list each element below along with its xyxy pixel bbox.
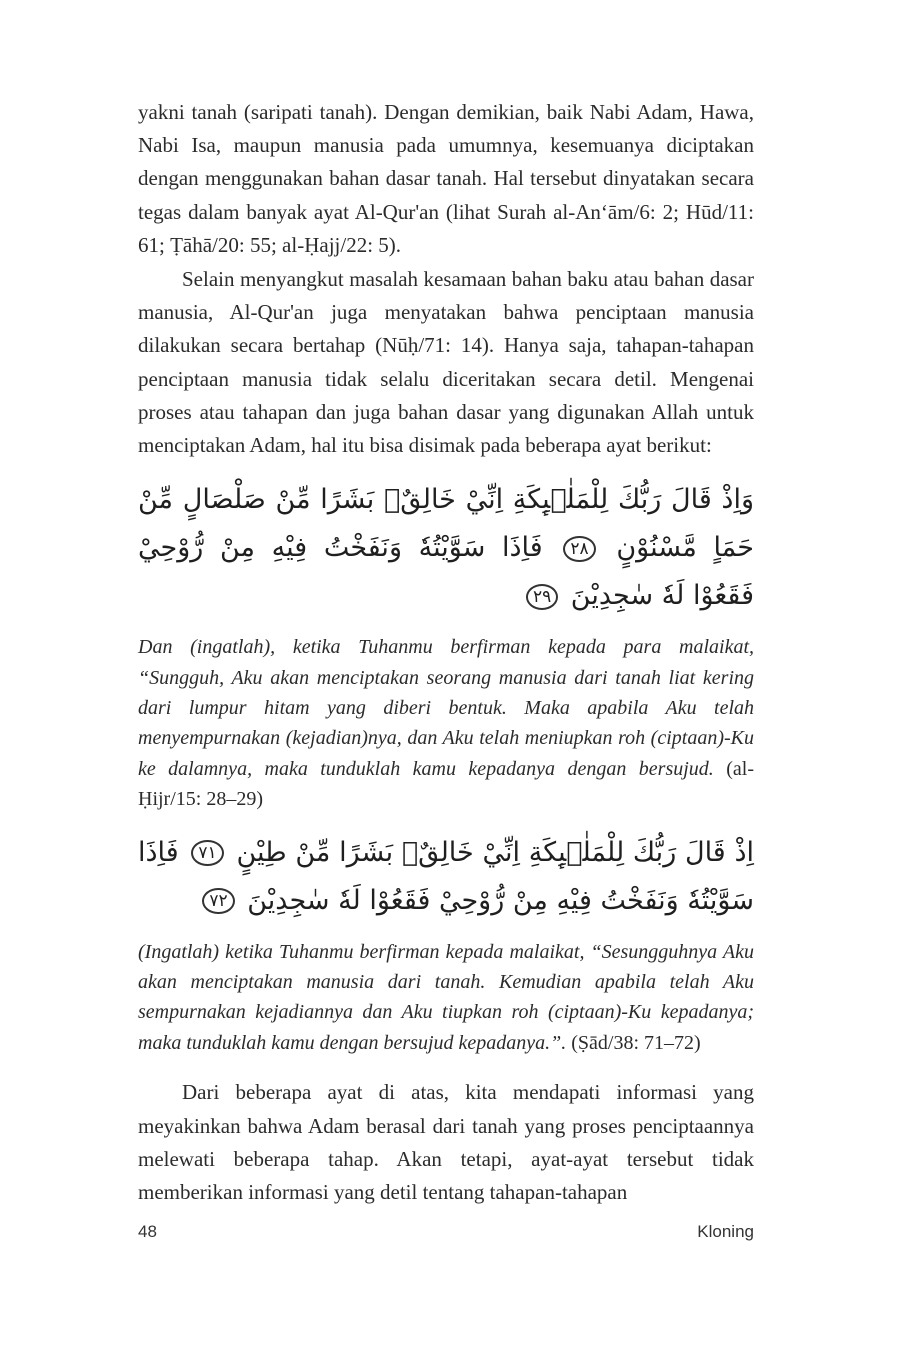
verse-translation [138,937,754,1059]
page-footer [138,1222,754,1248]
running-title: Kloning [697,1222,754,1241]
body-paragraph: Selain menyangkut masalah kesamaan bahan baku atau bahan dasar manusia, Al-Qur'an juga menyatakan bahwa penciptaan manusia dilakukan secara bertahap (Nūḥ/71: 14). Hanya saja, tahapan-tahapan penciptaan manusia tidak selalu diceritakan secara detil. Mengenai proses atau tahapan dan juga bahan dasar yang digunakan Allah untuk menciptakan Adam, hal itu bisa disimak pada beberapa ayat berikut: [138,267,754,458]
verse-reference: (al-Ḥijr/15: 28–29) [138,757,754,811]
body-paragraph: yakni tanah (saripati tanah). Dengan demikian, baik Nabi Adam, Hawa, Nabi Isa, maupun manusia pada umumnya, kesemuanya diciptakan dengan menggunakan bahan dasar tanah. Hal tersebut dinyatakan secara tegas dalam banyak ayat Al-Qur'an (lihat Surah al-An‘ām/6: 2; Hūd/11: 61; Ṭāhā/20: 55; al-Ḥajj/22: 5). [138,100,754,257]
arabic-text: فَاِذَا سَوَّيْتُهٗ وَنَفَخْتُ فِيْهِ مِنْ رُّوْحِيْ فَقَعُوْا لَهٗ سٰجِدِيْنَ [138,532,754,612]
body-paragraph: Dari beberapa ayat di atas, kita mendapati informasi yang meyakinkan bahwa Adam berasal dari tanah yang proses penciptaannya melewati beberapa tahap. Akan tetapi, ayat-ayat tersebut tidak memberikan informasi yang detil tentang tahapan-tahapan [138,1080,754,1204]
verse-translation [138,632,754,814]
quran-verse-hijr [138,476,754,620]
quran-verse-sad [138,829,754,925]
translation-text: (Ingatlah) ketika Tuhanmu berfirman kepada malaikat, “Sesungguhnya Aku akan menciptakan manusia dari tanah. Kemudian apabila telah Aku sempurnakan kejadiannya dan Aku tiupkan roh (ciptaan)-Ku kepadanya; maka tunduklah kamu dengan bersujud kepadanya.”. [138,940,754,1054]
ayah-number-marker: ٧١ [191,840,223,866]
translation-text: Dan (ingatlah), ketika Tuhanmu berfirman kepada para malaikat, “Sungguh, Aku akan menciptakan seorang manusia dari tanah liat kering dari lumpur hitam yang diberi bentuk. Maka apabila Aku telah menyempurnakan (kejadian)nya, dan Aku telah meniupkan roh (ciptaan)-Ku ke dalamnya, maka tunduklah kamu kepadanya dengan bersujud. [138,636,754,780]
arabic-text: فَاِذَا سَوَّيْتُهٗ وَنَفَخْتُ فِيْهِ مِنْ رُّوْحِيْ فَقَعُوْا لَهٗ سٰجِدِيْنَ [138,836,754,916]
page-number: 48 [138,1222,157,1241]
arabic-text: وَاِذْ قَالَ رَبُّكَ لِلْمَلٰۤىِٕكَةِ اِنِّيْ خَالِقٌۢ بَشَرًا مِّنْ صَلْصَالٍ مِّنْ حَمَاٍ مَّسْنُوْنٍ [138,484,754,564]
page-content [138,96,754,1209]
arabic-text: اِذْ قَالَ رَبُّكَ لِلْمَلٰۤىِٕكَةِ اِنِّيْ خَالِقٌۢ بَشَرًا مِّنْ طِيْنٍ [236,836,754,868]
ayah-number-marker: ٧٢ [202,888,234,914]
verse-reference: (Ṣād/38: 71–72) [571,1031,701,1054]
ayah-number-marker: ٢٨ [563,536,595,562]
ayah-number-marker: ٢٩ [526,584,558,610]
